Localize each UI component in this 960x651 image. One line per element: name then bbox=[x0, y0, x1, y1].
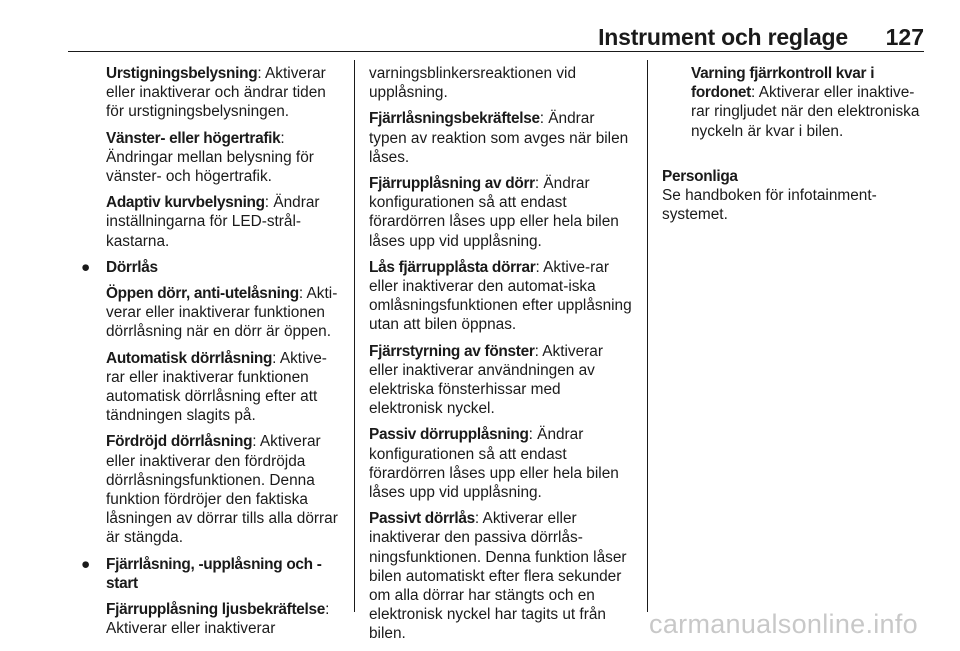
section-personliga bbox=[662, 167, 928, 225]
setting-entry: Passivt dörrlås: Aktiverar eller inaktiverar den passiva dörrlås-ningsfunktionen. Denna funktion låser bilen automatiskt efter flera sekunder om alla dörrar har stängts och en elektronisk nyckel har tagits ut från bilen. bbox=[369, 510, 627, 643]
setting-entry: Fördröjd dörrlåsning: Aktiverar eller inaktiverar den fördröjda dörrlåsningsfunktionen. Denna funktion fördröjer den faktiska låsningen av dörrar tills alla dörrar är stängda. bbox=[106, 433, 338, 547]
setting-entry: Fjärrlåsningsbekräftelse: Ändrar typen av reaktion som avges när bilen låses. bbox=[369, 110, 629, 166]
setting-entry: Passiv dörrupplåsning: Ändrar konfigurationen så att endast förardörren låses upp eller hela bilen låses upp vid upplåsning. bbox=[369, 426, 619, 502]
column-divider-2 bbox=[647, 60, 648, 612]
column-1 bbox=[80, 64, 344, 645]
setting-entry: Fjärrupplåsning ljusbekräftelse: Aktiverar eller inaktiverar bbox=[106, 601, 330, 638]
page-header-title: Instrument och reglage bbox=[598, 24, 848, 50]
bullet-icon: ● bbox=[81, 258, 90, 276]
bullet-icon: ● bbox=[81, 555, 90, 573]
setting-entry: Lås fjärrupplåsta dörrar: Aktive-rar eller inaktiverar den automat-iska omlåsningsfunktionen efter upplåsning utan att bilen öppnas. bbox=[369, 258, 632, 334]
bullet-heading-door-lock: ● Dörrlås bbox=[81, 258, 158, 276]
watermark: carmanualsonline.info bbox=[649, 609, 918, 639]
column-divider-1 bbox=[354, 60, 355, 612]
setting-entry: Varning fjärrkontroll kvar i fordonet: Aktiverar eller inaktive-rar ringljudet när den elektroniska nyckeln är kvar i bilen. bbox=[691, 65, 920, 140]
setting-entry: Fjärrstyrning av fönster: Aktiverar eller inaktiverar användningen av elektriska fönsterhissar med elektronisk nyckel. bbox=[369, 342, 603, 418]
setting-entry: Urstigningsbelysning: Aktiverar eller inaktiverar och ändrar tiden för urstigningsbelysningen. bbox=[106, 65, 326, 121]
bullet-heading-remote: ● Fjärrlåsning, -upplåsning och -start bbox=[81, 555, 322, 592]
page-number: 127 bbox=[885, 24, 924, 50]
section-heading: Personliga bbox=[662, 167, 738, 185]
column-3 bbox=[662, 64, 928, 231]
setting-entry: Automatisk dörrlåsning: Aktive-rar eller inaktiverar funktionen automatisk dörrlåsning efter att tändningen slagits på. bbox=[106, 349, 327, 425]
setting-entry: Öppen dörr, anti-utelåsning: Akti-verar eller inaktiverar funktionen dörrlåsning när en dörr är öppen. bbox=[106, 285, 338, 341]
setting-entry: Adaptiv kurvbelysning: Ändrar inställningarna för LED-strål-kastarna. bbox=[106, 194, 320, 250]
setting-entry: Vänster- eller högertrafik: Ändringar mellan belysning för vänster- och högertrafik. bbox=[106, 129, 314, 186]
column-2 bbox=[369, 64, 635, 651]
header-rule bbox=[68, 51, 924, 52]
setting-entry: Fjärrupplåsning av dörr: Ändrar konfigurationen så att endast förardörren låses upp eller hela bilen låses upp vid upplåsning. bbox=[369, 175, 619, 250]
continuation-text: varningsblinkersreaktionen vid upplåsning. bbox=[369, 65, 577, 102]
section-text: Se handboken för infotainment-systemet. bbox=[662, 187, 877, 224]
